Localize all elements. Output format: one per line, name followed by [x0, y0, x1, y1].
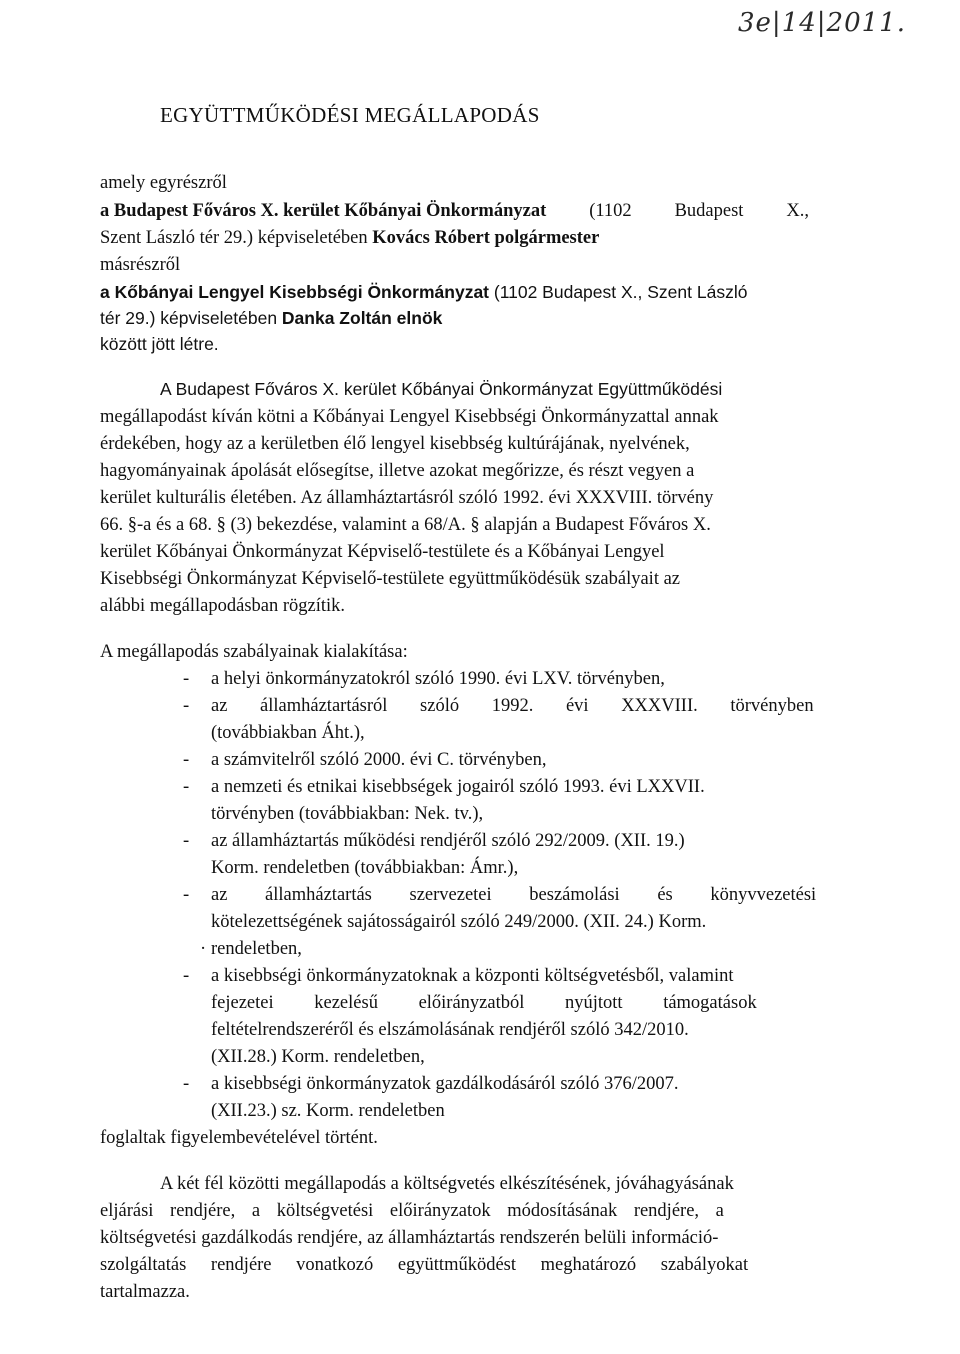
party2-address: (1102 Budapest X., Szent László	[489, 282, 748, 302]
party1-address-c: X.,	[786, 201, 809, 221]
list-bullet: -	[183, 831, 190, 851]
list-item: az államháztartás működési rendjéről szóló 292/2009. (XII. 19.)	[211, 831, 685, 851]
parties-line-3	[100, 228, 599, 249]
list-item-cont: (XII.23.) sz. Korm. rendeletben	[211, 1101, 445, 1121]
list-item: a kisebbségi önkormányzatoknak a központi költségvetésből, valamint	[211, 966, 734, 986]
intro-line: hagyományainak ápolását elősegítse, illetve azokat megőrizze, és részt vegyen a	[100, 461, 695, 481]
parties-line-4: másrészről	[100, 255, 181, 275]
handwritten-note: 3e|14|2011.	[738, 8, 906, 38]
list-item-cont: törvényben (továbbiakban: Nek. tv.),	[211, 804, 484, 824]
closing-line: szolgáltatás rendjére vonatkozó együttműködést meghatározó szabályokat	[100, 1255, 749, 1275]
intro-line: A Budapest Főváros X. kerület Kőbányai Önkormányzat Együttműködési	[160, 379, 723, 399]
parties-line-2	[100, 201, 809, 222]
rules-heading: A megállapodás szabályainak kialakítása:	[100, 642, 408, 662]
party2-address-rest: tér 29.) képviseletében	[100, 308, 282, 328]
list-bullet: -	[183, 885, 190, 905]
rules-footer: foglaltak figyelembevételével történt.	[100, 1128, 378, 1148]
parties-line-6	[100, 308, 442, 329]
list-bullet: -	[183, 966, 190, 986]
intro-line: kerület kulturális életében. Az államháztartásról szóló 1992. évi XXXVIII. törvény	[100, 488, 714, 508]
parties-line-7: között jött létre.	[100, 334, 219, 354]
list-item-cont: feltételrendszeréről és elszámolásának rendjéről szóló 342/2010.	[211, 1020, 689, 1040]
list-bullet: -	[183, 696, 190, 716]
intro-line: kerület Kőbányai Önkormányzat Képviselő-testülete és a Kőbányai Lengyel	[100, 542, 665, 562]
stray-dot: ·	[200, 939, 207, 959]
list-item-cont: rendeletben,	[211, 939, 302, 959]
list-item-cont: (XII.28.) Korm. rendeletben,	[211, 1047, 425, 1067]
parties-line-1: amely egyrészről	[100, 173, 227, 193]
list-bullet: -	[183, 777, 190, 797]
list-item-cont: (továbbiakban Áht.),	[211, 723, 365, 743]
closing-line: tartalmazza.	[100, 1282, 190, 1302]
intro-line: 66. §-a és a 68. § (3) bekezdése, valamint a 68/A. § alapján a Budapest Főváros X.	[100, 515, 711, 535]
list-bullet: -	[183, 669, 190, 689]
party2-representative: Danka Zoltán elnök	[281, 308, 443, 328]
document-title: EGYÜTTMŰKÖDÉSI MEGÁLLAPODÁS	[160, 103, 540, 127]
list-item-cont: fejezetei kezelésű előirányzatból nyújtott támogatások	[211, 993, 757, 1013]
closing-line: eljárási rendjére, a költségvetési előirányzatok módosításának rendjére, a	[100, 1201, 724, 1221]
list-item-cont: kötelezettségének sajátosságairól szóló 249/2000. (XII. 24.) Korm.	[211, 912, 707, 932]
list-bullet: -	[183, 750, 190, 770]
list-item: a számvitelről szóló 2000. évi C. törvényben,	[211, 750, 547, 770]
closing-line: A két fél közötti megállapodás a költségvetés elkészítésének, jóváhagyásának	[160, 1174, 734, 1194]
intro-line: Kisebbségi Önkormányzat Képviselő-testülete együttműködésük szabályait az	[100, 569, 681, 589]
party1-name: a Budapest Főváros X. kerület Kőbányai Önkormányzat	[100, 201, 547, 221]
list-item: a kisebbségi önkormányzatok gazdálkodásáról szóló 376/2007.	[211, 1074, 679, 1094]
list-item-cont: Korm. rendeletben (továbbiakban: Ámr.),	[211, 858, 519, 878]
intro-line: alábbi megállapodásban rögzítik.	[100, 596, 346, 616]
intro-line: érdekében, hogy az a kerületben élő lengyel kisebbség kultúrájának, nyelvének,	[100, 434, 690, 454]
parties-line-5	[100, 282, 747, 303]
closing-line: költségvetési gazdálkodás rendjére, az államháztartás rendszerén belüli információ-	[100, 1228, 719, 1248]
intro-line: megállapodást kíván kötni a Kőbányai Lengyel Kisebbségi Önkormányzattal annak	[100, 407, 719, 427]
list-item: a helyi önkormányzatokról szóló 1990. évi LXV. törvényben,	[211, 669, 665, 689]
list-item: az államháztartás szervezetei beszámolási és könyvvezetési	[211, 885, 817, 905]
party1-address-a: (1102	[589, 201, 632, 221]
party1-representative: Kovács Róbert polgármester	[372, 228, 600, 248]
party1-address-b: Budapest	[674, 201, 744, 221]
list-item: az államháztartásról szóló 1992. évi XXXVIII. törvényben	[211, 696, 814, 716]
party1-address-rest: Szent László tér 29.) képviseletében	[100, 228, 373, 248]
list-bullet: -	[183, 1074, 190, 1094]
party2-name: a Kőbányai Lengyel Kisebbségi Önkormányzat	[100, 282, 489, 302]
list-item: a nemzeti és etnikai kisebbségek jogairól szóló 1993. évi LXXVII.	[211, 777, 705, 797]
